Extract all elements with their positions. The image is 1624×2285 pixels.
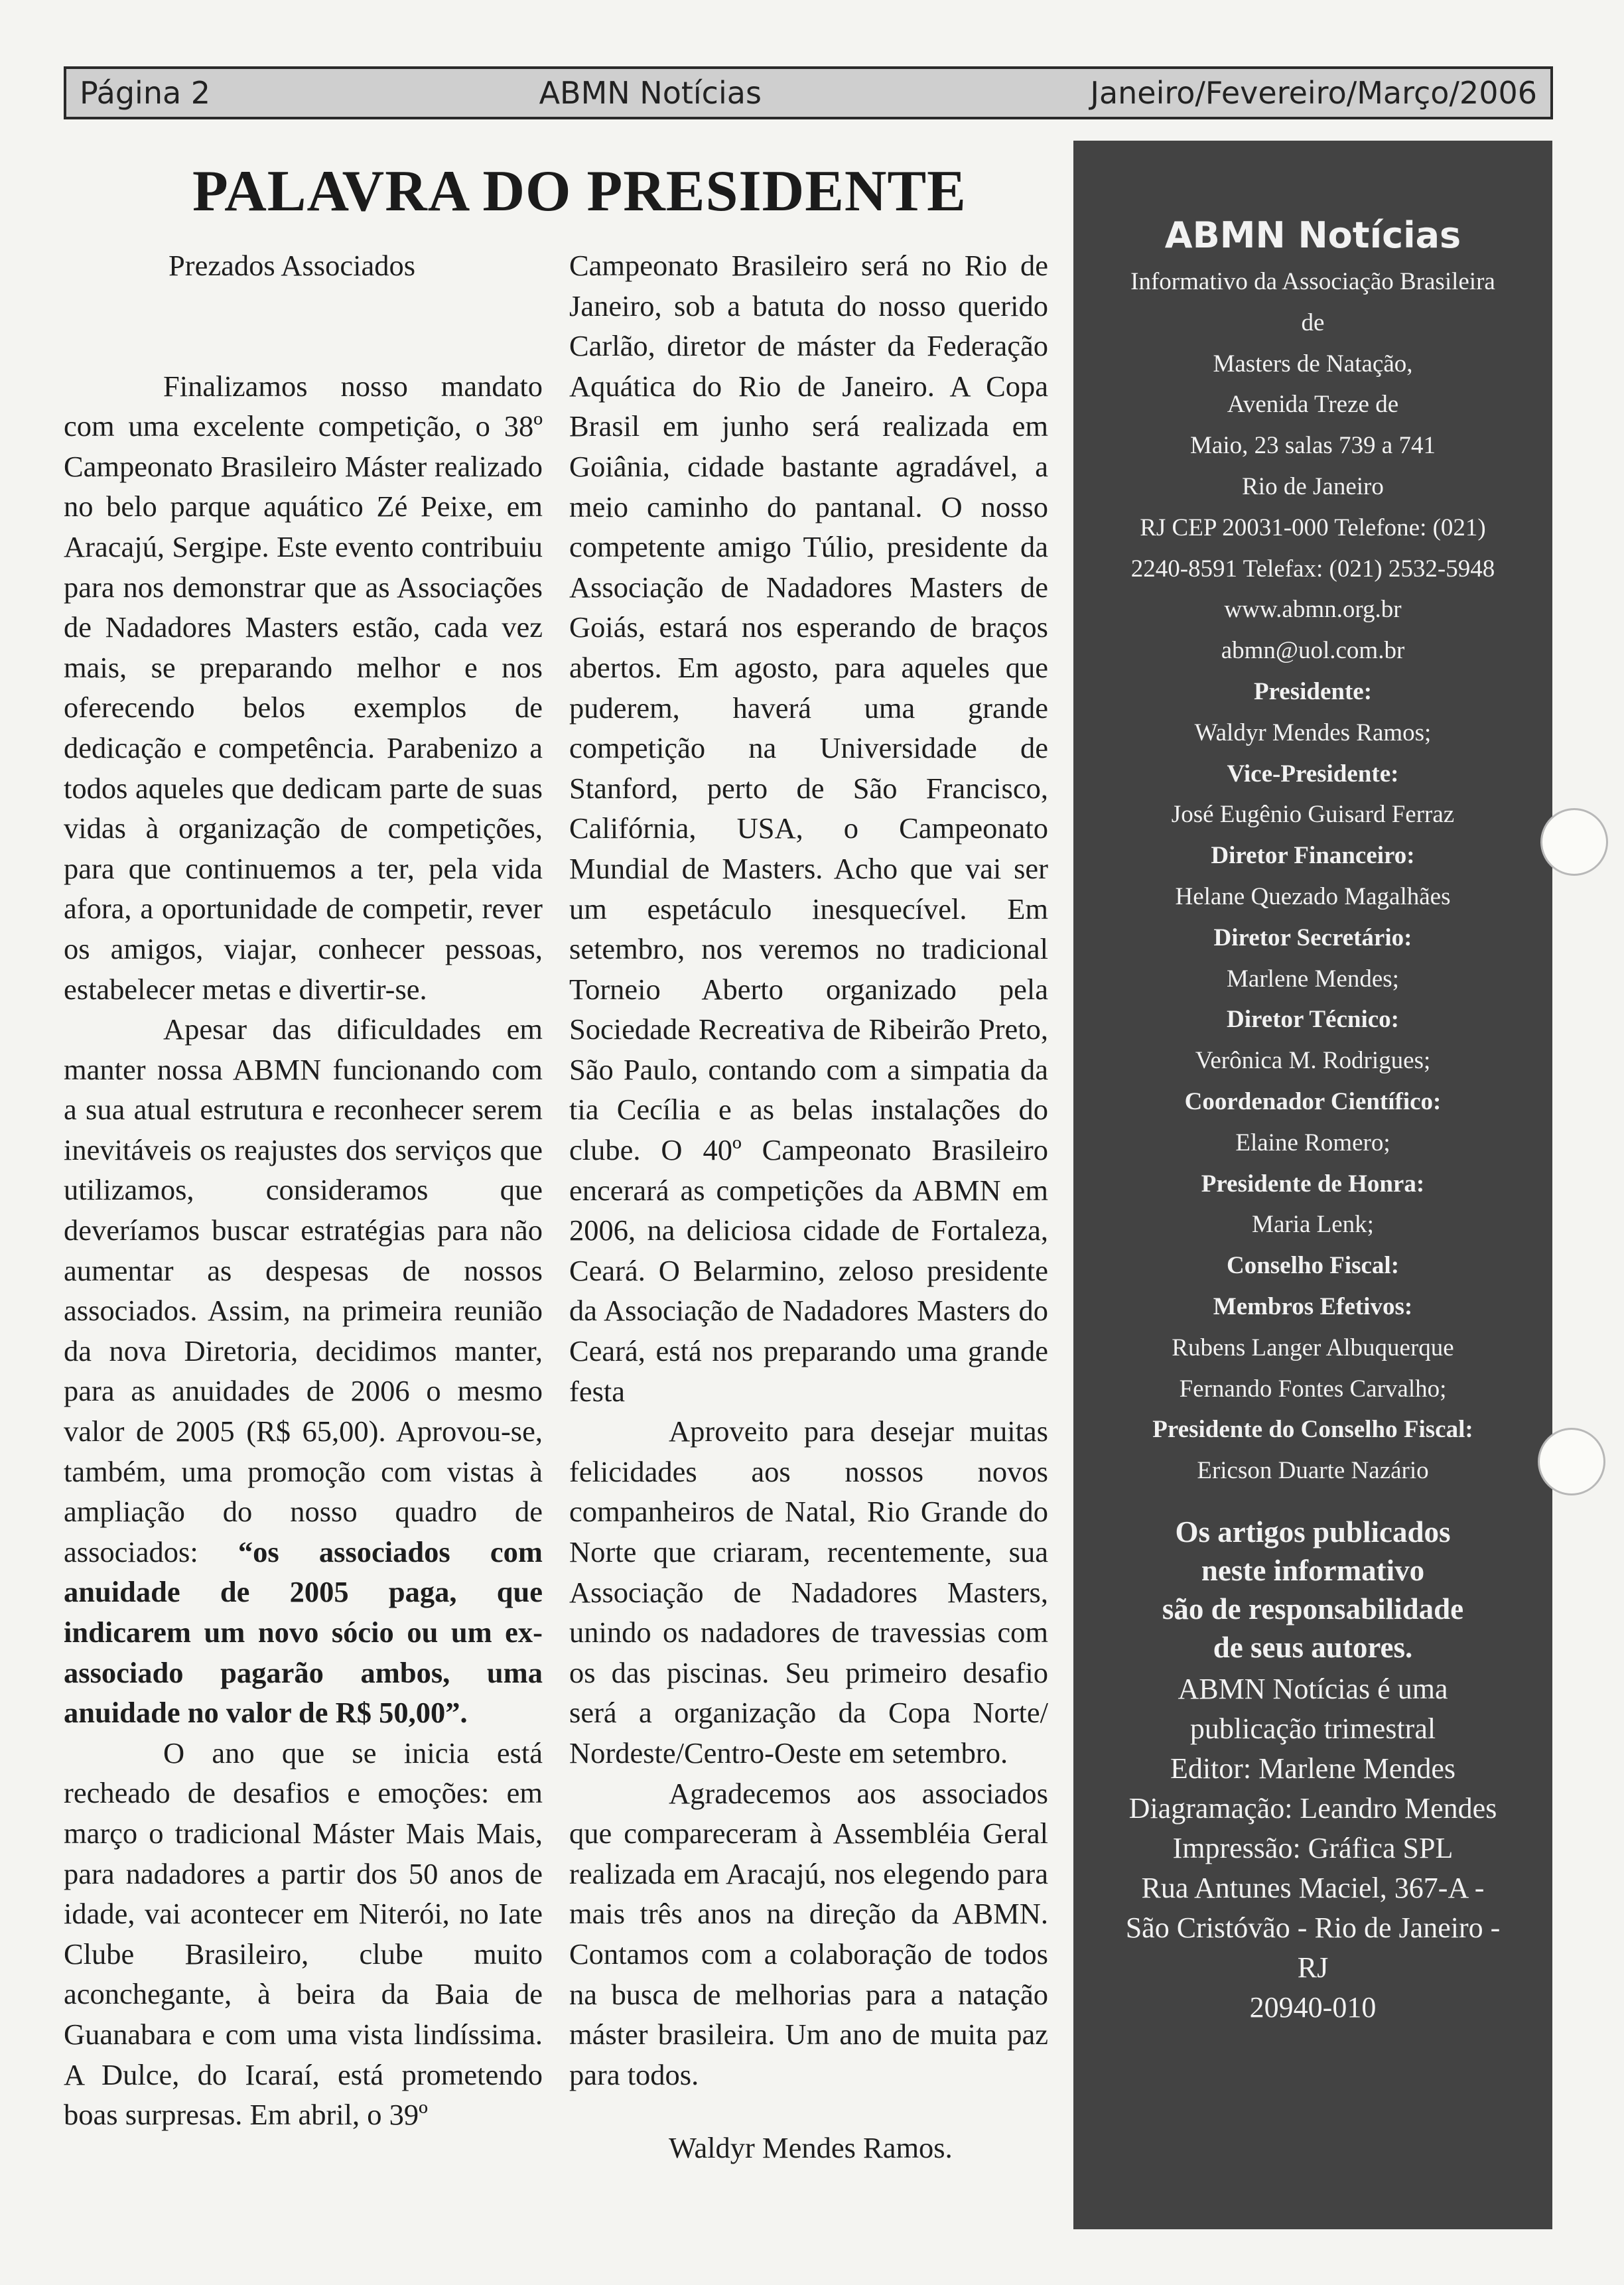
credit-line: São Cristóvão - Rio de Janeiro -	[1125, 1911, 1501, 1944]
role-title: Coordenador Científico:	[1184, 1087, 1442, 1115]
paragraph-4: Aproveito para desejar muitas felicidades aos nossos novos companheiros de Natal, Rio Grande do Norte que criaram, recentemente, sua Associação de Nadadores Masters, unindo os nadadores de travessias com os das piscinas. Seu primeiro desafio será a organização da Copa Norte/ Nordeste/Centro-Oeste em setembro.	[569, 1415, 1048, 1769]
disclaimer-line: de seus autores.	[1213, 1630, 1413, 1664]
credit-line: Diagramação: Leandro Mendes	[1128, 1791, 1497, 1825]
role-name: Waldyr Mendes Ramos;	[1194, 719, 1432, 746]
disclaimer-line: são de responsabilidade	[1162, 1592, 1464, 1626]
members-title: Membros Efetivos:	[1213, 1292, 1413, 1320]
role-title: Diretor Secretário:	[1213, 924, 1412, 951]
page-number: Página 2	[80, 75, 211, 111]
role-name: Marlene Mendes;	[1227, 965, 1399, 993]
credit-line: Editor: Marlene Mendes	[1170, 1752, 1456, 1785]
article-column-2	[569, 245, 1048, 2168]
masthead-sidebar	[1073, 141, 1552, 2229]
publication-name: ABMN Notícias	[539, 75, 762, 111]
disclaimer-line: Os artigos publicados	[1175, 1515, 1451, 1549]
paragraph-2	[64, 1009, 543, 1733]
info-line: Avenida Treze de	[1227, 391, 1399, 419]
credit-line: publicação trimestral	[1189, 1712, 1436, 1745]
page-header	[64, 66, 1553, 119]
role-title: Presidente de Honra:	[1201, 1170, 1425, 1198]
punch-hole	[1540, 808, 1608, 876]
credit-line: Impressão: Gráfica SPL	[1172, 1831, 1454, 1864]
paragraph-2-text: Apesar das dificuldades em manter nossa ABMN funcionando com a sua atual estrutura e reconhecer serem inevitáveis os reajustes dos serviços que utilizamos, consideramos que deveríamos buscar estratégias para não aumentar as despesas de nossos associados. Assim, na primeira reunião da nova Diretoria, decidimos manter, para as anuidades de 2006 o mesmo valor de 2005 (R$ 65,00). Aprovou-se, também, uma promoção com vistas à ampliação do nosso quadro de associados:	[64, 1012, 543, 1568]
disclaimer-line: neste informativo	[1201, 1553, 1425, 1587]
issue-date: Janeiro/Fevereiro/Março/2006	[1090, 75, 1537, 111]
article-title: PALAVRA DO PRESIDENTE	[192, 159, 967, 224]
paragraph-3: O ano que se inicia está recheado de desafios e emoções: em março o tradicional Máster Mais Mais, para nadadores a partir dos 50 anos de idade, vai acontecer em Niterói, no Iate Clube Brasileiro, clube muito aconchegante, à beira da Baia de Guanabara e com uma vista lindíssima. A Dulce, do Icaraí, está prometendo boas surpresas. Em abril, o 39º	[64, 1736, 543, 2132]
role-title: Vice-Presidente:	[1227, 760, 1399, 788]
promotion-highlight: “os associados com anuidade de 2005 paga, que indicarem um novo sócio ou um ex-associado pagarão ambos, uma anuidade no valor de R$ 50,00”.	[64, 1535, 543, 1730]
signature: Waldyr Mendes Ramos.	[669, 2131, 953, 2165]
website: www.abmn.org.br	[1224, 596, 1402, 624]
role-name: Helane Quezado Magalhães	[1175, 882, 1451, 910]
info-line: RJ CEP 20031-000 Telefone: (021)	[1140, 514, 1486, 541]
role-name: Elaine Romero;	[1235, 1129, 1390, 1156]
credit-line: 20940-010	[1249, 1990, 1377, 2024]
salutation: Prezados Associados	[169, 249, 416, 282]
credit-line: ABMN Notícias é uma	[1178, 1672, 1448, 1705]
article-column-1	[64, 245, 543, 2135]
sidebar-title: ABMN Notícias	[1164, 214, 1461, 256]
credit-line: RJ	[1297, 1951, 1329, 1984]
paragraph-3-continued: Campeonato Brasileiro será no Rio de Janeiro, sob a batuta do nosso querido Carlão, diretor de máster da Federação Aquática do Rio de Janeiro. A Copa Brasil em junho será realizada em Goiânia, cidade bastante agradável, a meio caminho do pantanal. O nosso competente amigo Túlio, presidente da Associação de Nadadores Masters de Goiás, estará nos esperando de braços abertos. Em agosto, para aqueles que puderem, haverá uma grande competição na Universidade de Stanford, perto de São Francisco, Califórnia, USA, o Campeonato Mundial de Masters. Acho que vai ser um espetáculo inesquecível. Em setembro, nos veremos no tradicional Torneio Aberto organizado pela Sociedade Recreativa de Ribeirão Preto, São Paulo, contando com a simpatia da tia Cecília e as belas instalações do clube. O 40º Campeonato Brasileiro encerará as competições da ABMN em 2006, na deliciosa cidade de Fortaleza, Ceará. O Belarmino, zeloso presidente da Associação de Nadadores Masters do Ceará, está nos preparando uma grande festa	[569, 249, 1048, 1408]
role-name: Verônica M. Rodrigues;	[1195, 1047, 1431, 1075]
info-line: Maio, 23 salas 739 a 741	[1190, 432, 1436, 460]
role-name: Maria Lenk;	[1252, 1211, 1374, 1239]
punch-hole	[1538, 1428, 1605, 1495]
paragraph-1: Finalizamos nosso mandato com uma excelente competição, o 38º Campeonato Brasileiro Máster realizado no belo parque aquático Zé Peixe, em Aracajú, Sergipe. Este evento contribuiu para nos demonstrar que as Associações de Nadadores Masters estão, cada vez mais, se preparando melhor e nos oferecendo belos exemplos de dedicação e competência. Parabenizo a todos aqueles que dedicam parte de suas vidas à organização de competições, para que continuemos a ter, pela vida afora, a oportunidade de competir, rever os amigos, viajar, conhecer pessoas, estabelecer metas e divertir-se.	[64, 369, 543, 1006]
role-title: Diretor Técnico:	[1227, 1006, 1399, 1034]
council-title: Conselho Fiscal:	[1226, 1252, 1400, 1280]
info-line: Rio de Janeiro	[1242, 472, 1384, 500]
paragraph-5: Agradecemos aos associados que compareceram à Assembléia Geral realizada em Aracajú, nos elegendo para mais três anos na direção da ABMN. Contamos com a colaboração de todos na busca de melhorias para a natação máster brasileira. Um ano de muita paz para todos.	[569, 1776, 1048, 2091]
credit-line: Rua Antunes Maciel, 367-A -	[1141, 1871, 1485, 1904]
info-line: de	[1301, 309, 1325, 336]
council-president-name: Ericson Duarte Nazário	[1197, 1457, 1429, 1485]
info-line: 2240-8591 Telefax: (021) 2532-5948	[1130, 555, 1495, 583]
role-title: Diretor Financeiro:	[1211, 842, 1415, 870]
disclaimer	[1073, 1513, 1552, 1667]
info-line: Informativo da Associação Brasileira	[1130, 268, 1495, 295]
role-title: Presidente:	[1253, 677, 1373, 705]
council-president-title: Presidente do Conselho Fiscal:	[1152, 1416, 1473, 1444]
email: abmn@uol.com.br	[1221, 637, 1405, 665]
info-line: Masters de Natação,	[1213, 350, 1413, 378]
member-name: Rubens Langer Albuquerque	[1172, 1334, 1454, 1361]
member-name: Fernando Fontes Carvalho;	[1179, 1375, 1447, 1403]
role-name: José Eugênio Guisard Ferraz	[1171, 801, 1455, 829]
